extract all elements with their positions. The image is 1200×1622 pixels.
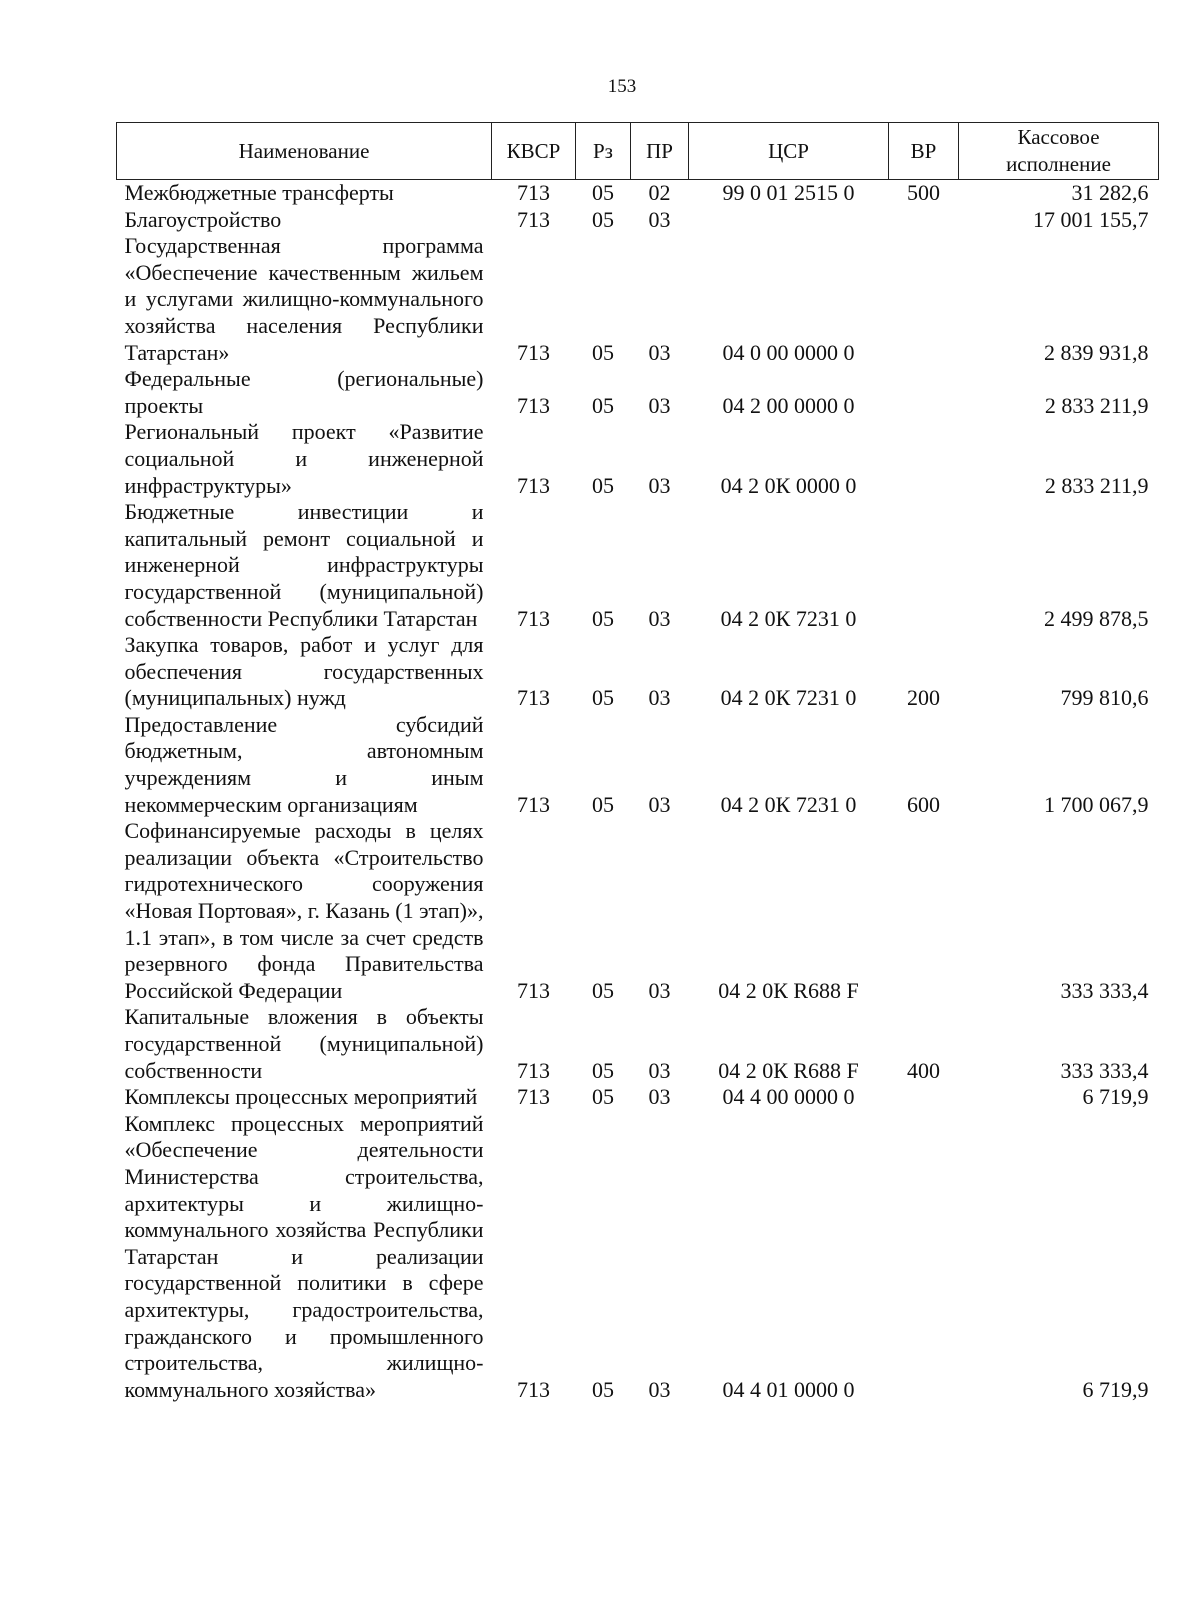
cell-kvsr: 713	[517, 339, 550, 365]
cell-kvsr: 713	[517, 1376, 550, 1402]
cell-csr: 04 2 0К 7231 0	[720, 685, 857, 711]
cell-amount: 333 333,4	[1060, 977, 1149, 1003]
cell-pr: 03	[648, 206, 671, 232]
table-row	[117, 1004, 1159, 1084]
cell-csr: 04 4 01 0000 0	[722, 1376, 855, 1402]
cell-vr	[889, 499, 959, 632]
table-row	[117, 233, 1159, 366]
cell-rz: 05	[592, 977, 614, 1003]
table-row	[117, 180, 1159, 207]
cell-amount: 799 810,6	[1060, 685, 1149, 711]
cell-kvsr: 713	[517, 977, 550, 1003]
cell-rz: 05	[592, 180, 614, 205]
cell-vr: 400	[907, 1057, 940, 1083]
table-row	[117, 1084, 1159, 1111]
cell-amount: 2 833 211,9	[1044, 392, 1149, 418]
cell-vr: 500	[907, 180, 940, 205]
page-number: 153	[607, 76, 637, 97]
cell-pr: 03	[648, 685, 671, 711]
cell-name: Федеральные (региональные) проекты	[124, 366, 484, 418]
cell-csr: 04 2 0К 7231 0	[720, 791, 857, 817]
header-rz: Рз	[576, 123, 631, 180]
cell-rz: 05	[592, 206, 614, 232]
cell-amount: 6 719,9	[1082, 1084, 1149, 1110]
cell-kvsr: 713	[517, 392, 550, 418]
cell-csr: 04 0 00 0000 0	[722, 339, 855, 365]
cell-rz: 05	[592, 791, 614, 817]
table-header	[117, 123, 1159, 180]
cell-vr	[889, 1084, 959, 1111]
cell-csr: 04 4 00 0000 0	[722, 1084, 855, 1110]
cell-amount: 2 839 931,8	[1044, 339, 1149, 365]
header-pr: ПР	[631, 123, 689, 180]
header-vr: ВР	[889, 123, 959, 180]
cell-kvsr: 713	[517, 206, 550, 232]
cell-vr	[889, 233, 959, 366]
cell-name: Софинансируемые расходы в целях реализации объекта «Строительство гидротехнического сооружения «Новая Портовая», г. Казань (1 этап)», 1.1 этап», в том числе за счет средств резервного фонда Правительства Российской Федерации	[124, 818, 484, 1003]
header-name: Наименование	[117, 123, 492, 180]
table-row	[117, 632, 1159, 712]
table-row	[117, 499, 1159, 632]
cell-rz: 05	[592, 472, 614, 498]
cell-vr	[889, 818, 959, 1004]
cell-pr: 03	[648, 791, 671, 817]
cell-pr: 02	[648, 180, 671, 205]
cell-rz: 05	[592, 392, 614, 418]
cell-amount: 6 719,9	[1082, 1376, 1149, 1402]
budget-execution-table	[116, 122, 1159, 1403]
table-row	[117, 1111, 1159, 1404]
cell-rz: 05	[592, 339, 614, 365]
cell-name: Комплексы процессных мероприятий	[124, 1084, 478, 1110]
cell-csr: 99 0 01 2515 0	[722, 180, 855, 205]
cell-pr: 03	[648, 339, 671, 365]
cell-pr: 03	[648, 1057, 671, 1083]
table-row	[117, 818, 1159, 1004]
cell-name: Государственная программа «Обеспечение качественным жильем и услугами жилищно-коммунального хозяйства населения Республики Татарстан»	[124, 233, 484, 365]
cell-name: Закупка товаров, работ и услуг для обеспечения государственных (муниципальных) нужд	[124, 632, 484, 711]
cell-vr	[889, 366, 959, 419]
cell-amount: 2 499 878,5	[1044, 605, 1149, 631]
cell-amount: 1 700 067,9	[1044, 791, 1149, 817]
cell-name: Региональный проект «Развитие социальной и инженерной инфраструктуры»	[124, 419, 484, 498]
cell-kvsr: 713	[517, 1084, 550, 1110]
cell-name: Межбюджетные трансферты	[124, 180, 394, 205]
table-row	[117, 712, 1159, 818]
cell-kvsr: 713	[517, 1057, 550, 1083]
header-amount: Кассовое исполнение	[959, 123, 1159, 180]
cell-vr: 600	[907, 791, 940, 817]
cell-csr: 04 2 00 0000 0	[722, 392, 855, 418]
cell-pr: 03	[648, 1084, 671, 1110]
cell-name: Благоустройство	[124, 206, 282, 232]
cell-name: Бюджетные инвестиции и капитальный ремонт социальной и инженерной инфраструктуры государственной (муниципальной) собственности Республики Татарстан	[124, 499, 484, 631]
cell-amount: 17 001 155,7	[1033, 206, 1149, 232]
cell-kvsr: 713	[517, 791, 550, 817]
cell-kvsr: 713	[517, 180, 550, 205]
table-body	[117, 180, 1159, 1404]
cell-rz: 05	[592, 1057, 614, 1083]
cell-csr: 04 2 0К R688 F	[718, 977, 859, 1003]
cell-pr: 03	[648, 1376, 671, 1402]
cell-pr: 03	[648, 392, 671, 418]
cell-pr: 03	[648, 977, 671, 1003]
cell-rz: 05	[592, 1084, 614, 1110]
cell-vr: 200	[907, 685, 940, 711]
cell-name: Предоставление субсидий бюджетным, автономным учреждениям и иным некоммерческим организациям	[124, 711, 484, 817]
cell-pr: 03	[648, 472, 671, 498]
cell-csr: 04 2 0К 7231 0	[720, 605, 857, 631]
header-row	[117, 123, 1159, 180]
cell-vr	[889, 419, 959, 499]
table-row	[117, 366, 1159, 419]
header-kvsr: КВСР	[492, 123, 576, 180]
cell-pr: 03	[648, 605, 671, 631]
cell-kvsr: 713	[517, 472, 550, 498]
cell-rz: 05	[592, 1376, 614, 1402]
cell-kvsr: 713	[517, 605, 550, 631]
cell-amount: 333 333,4	[1060, 1057, 1149, 1083]
cell-vr	[889, 1111, 959, 1404]
cell-amount: 2 833 211,9	[1044, 472, 1149, 498]
cell-vr	[889, 207, 959, 234]
cell-rz: 05	[592, 605, 614, 631]
cell-csr	[689, 207, 889, 234]
cell-kvsr: 713	[517, 685, 550, 711]
cell-name: Капитальные вложения в объекты государственной (муниципальной) собственности	[124, 1004, 484, 1083]
table-row	[117, 419, 1159, 499]
table-row	[117, 207, 1159, 234]
cell-csr: 04 2 0К R688 F	[718, 1057, 859, 1083]
cell-rz: 05	[592, 685, 614, 711]
cell-name: Комплекс процессных мероприятий «Обеспечение деятельности Министерства строительства, архитектуры и жилищно-коммунального хозяйства Республики Татарстан и реализации государственной политики в сфере архитектуры, градостроительства, гражданского и промышленного строительства, жилищно-коммунального хозяйства»	[124, 1110, 484, 1402]
cell-csr: 04 2 0К 0000 0	[720, 472, 857, 498]
header-csr: ЦСР	[689, 123, 889, 180]
cell-amount: 31 282,6	[1071, 180, 1149, 205]
